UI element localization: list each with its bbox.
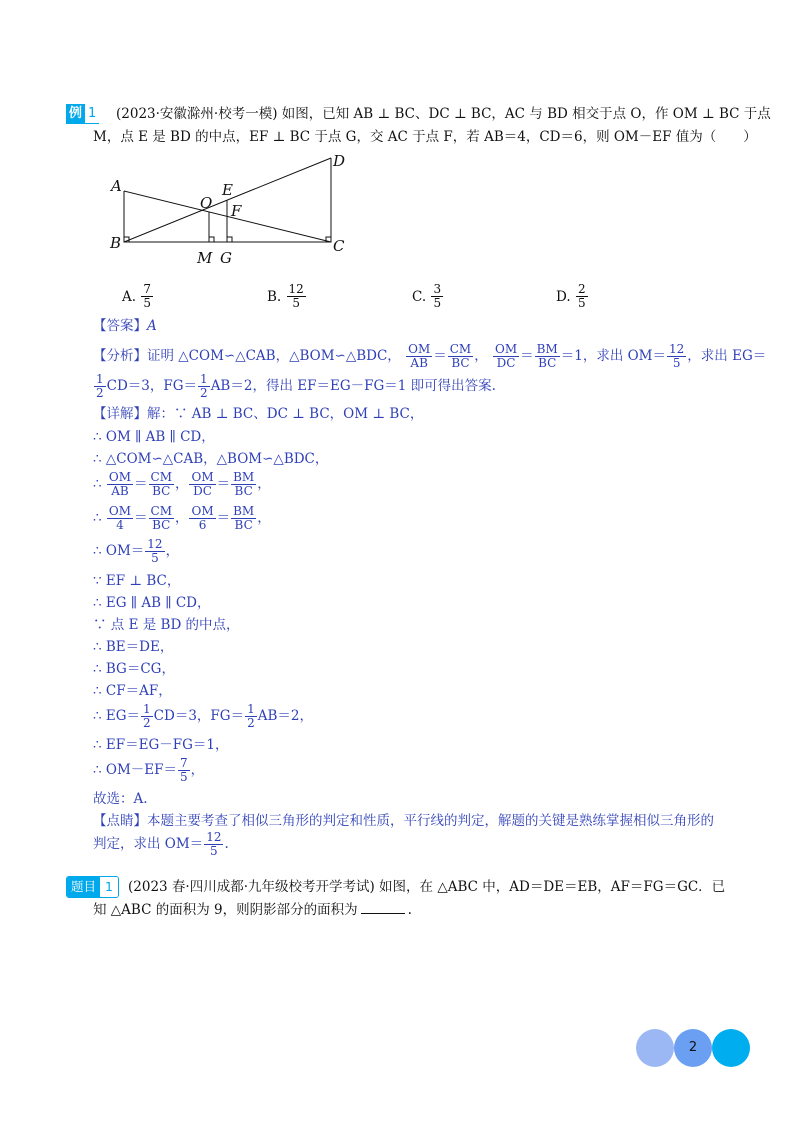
analysis-line2: $\frac{1}{2}$ CD＝3，FG＝ $\frac{1}{2}$ AB＝2，得出 EF＝EG－FG＝1 即可得出答案. (96, 372, 496, 400)
label-a: A (111, 177, 122, 195)
detail-line8: ∴ EG ∥ AB ∥ CD， (93, 595, 211, 611)
detail-line15: ∴ OM－EF＝ $\frac{7}{5}$ ， (93, 756, 205, 784)
detail-line6: ∴ OM＝ $\frac{12}{5}$ ， (93, 537, 180, 565)
detail-line1: 【详解】解：∵ AB ⊥ BC、DC ⊥ BC，OM ⊥ BC， (93, 406, 424, 422)
detail-line14: ∴ EF＝EG－FG＝1， (93, 737, 229, 753)
example-tag: 例 1 (66, 104, 99, 124)
question-text-line1: (2023 春·四川成都·九年级校考开学考试) 如图，在 △ABC 中，AD＝DE＝EB，AF＝FG＝GC．已 (128, 879, 726, 895)
geometry-figure (105, 150, 355, 270)
label-c: C (333, 237, 345, 255)
right-angle-g (227, 237, 232, 242)
choice-c[interactable]: C. $\frac{3}{5}$ (412, 282, 442, 310)
detail-line7: ∵ EF ⊥ BC， (93, 573, 181, 589)
label-b: B (110, 234, 122, 252)
page-number-badge (636, 1029, 750, 1067)
example-text-line1: (2023·安徽滁州·校考一模) 如图，已知 AB ⊥ BC、DC ⊥ BC，AC 与 BD 相交于点 O，作 OM ⊥ BC 于点 (116, 106, 771, 122)
answer-line: 【答案】A (93, 318, 157, 334)
detail-line13: ∴ EG＝ $\frac{1}{2}$ CD＝3，FG＝ $\frac{1}{2}$ AB＝2， (93, 702, 313, 730)
example-text-line2: M，点 E 是 BD 的中点，EF ⊥ BC 于点 G，交 AC 于点 F，若 AB＝4，CD＝6，则 OM－EF 值为（ ） (93, 129, 757, 145)
detail-line9: ∵ 点 E 是 BD 的中点， (93, 617, 240, 633)
comment-line2: 判定，求出 OM＝ $\frac{12}{5}$ . (93, 830, 229, 858)
comment-line1: 【点睛】本题主要考查了相似三角形的判定和性质，平行线的判定，解题的关键是熟练掌握相似三角形的 (93, 813, 714, 829)
answer-blank[interactable] (361, 901, 405, 914)
choice-a[interactable]: A. $\frac{7}{5}$ (122, 282, 151, 310)
question-text-line2: 知 △ABC 的面积为 9，则阴影部分的面积为 . (93, 902, 412, 918)
label-g: G (220, 249, 232, 267)
label-o: O (200, 194, 213, 212)
label-f: F (231, 202, 242, 220)
label-m: M (197, 249, 213, 267)
detail-line12: ∴ CF＝AF， (93, 683, 172, 699)
detail-line2: ∴ OM ∥ AB ∥ CD， (93, 429, 215, 445)
detail-line3: ∴ △COM∽△CAB，△BOM∽△BDC， (93, 451, 329, 467)
detail-line4: ∴ $\frac{OM}{AB}$ ＝ $\frac{CM}{BC}$ ， $\frac{OM}{DC}$ ＝ $\frac{BM}{BC}$ ， (93, 470, 271, 498)
analysis-line1: 【分析】证明 △COM∽△CAB，△BOM∽△BDC， $\frac{OM}{AB}$ ＝ $\frac{CM}{BC}$ ， $\frac{OM}{DC}$ ＝ $\frac{BM}{BC}$ ＝1，求出 OM＝ $\frac{12}{5}$ ，求出 EG＝ (93, 342, 767, 370)
label-e: E (222, 181, 233, 199)
right-angle-m (209, 237, 214, 242)
choice-d[interactable]: D. $\frac{2}{5}$ (556, 282, 586, 310)
page-number: 2 (674, 1029, 712, 1067)
detail-line11: ∴ BG＝CG， (93, 661, 175, 677)
question-tag: 题目 1 (66, 876, 119, 898)
label-d: D (333, 152, 346, 170)
detail-line16: 故选：A. (93, 791, 148, 807)
detail-line10: ∴ BE＝DE， (93, 639, 174, 655)
choice-b[interactable]: B. $\frac{12}{5}$ (267, 282, 304, 310)
detail-line5: ∴ $\frac{OM}{4}$ ＝ $\frac{CM}{BC}$ ， $\frac{OM}{6}$ ＝ $\frac{BM}{BC}$ ， (93, 504, 271, 532)
